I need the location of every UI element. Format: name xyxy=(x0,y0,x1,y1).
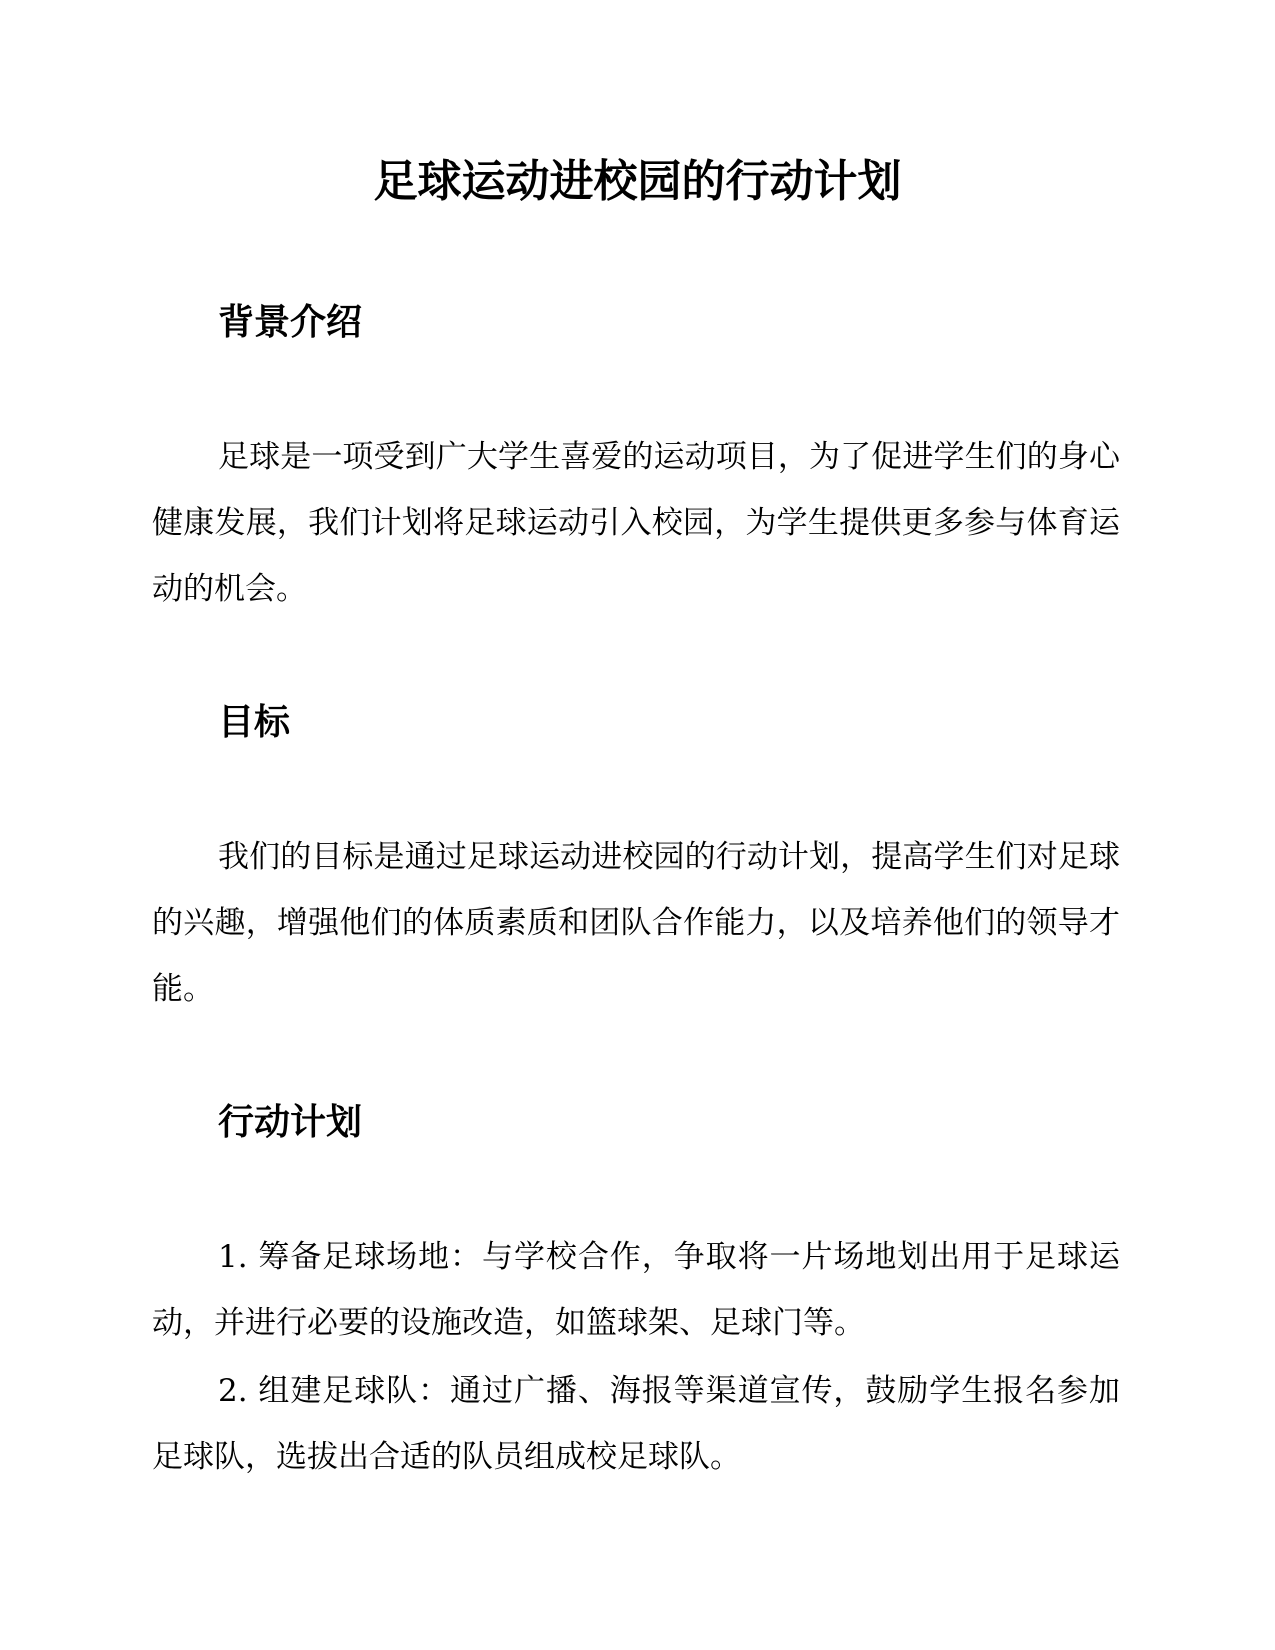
goal-paragraph: 我们的目标是通过足球运动进校园的行动计划，提高学生们对足球的兴趣，增强他们的体质素质和团队合作能力，以及培养他们的领导才能。 xyxy=(152,839,1120,1007)
action-plan-item-2: 2. 组建足球队：通过广播、海报等渠道宣传，鼓励学生报名参加足球队，选拔出合适的队员组成校足球队。 xyxy=(152,1373,1120,1475)
section-heading-action-plan: 行动计划 xyxy=(218,1102,363,1143)
document-title: 足球运动进校园的行动计划 xyxy=(373,156,902,207)
background-paragraph: 足球是一项受到广大学生喜爱的运动项目，为了促进学生们的身心健康发展，我们计划将足球运动引入校园，为学生提供更多参与体育运动的机会。 xyxy=(152,439,1120,607)
action-plan-item-1: 1. 筹备足球场地：与学校合作，争取将一片场地划出用于足球运动，并进行必要的设施改造，如篮球架、足球门等。 xyxy=(152,1239,1120,1341)
section-heading-background: 背景介绍 xyxy=(218,302,363,343)
section-heading-goal: 目标 xyxy=(218,702,291,743)
